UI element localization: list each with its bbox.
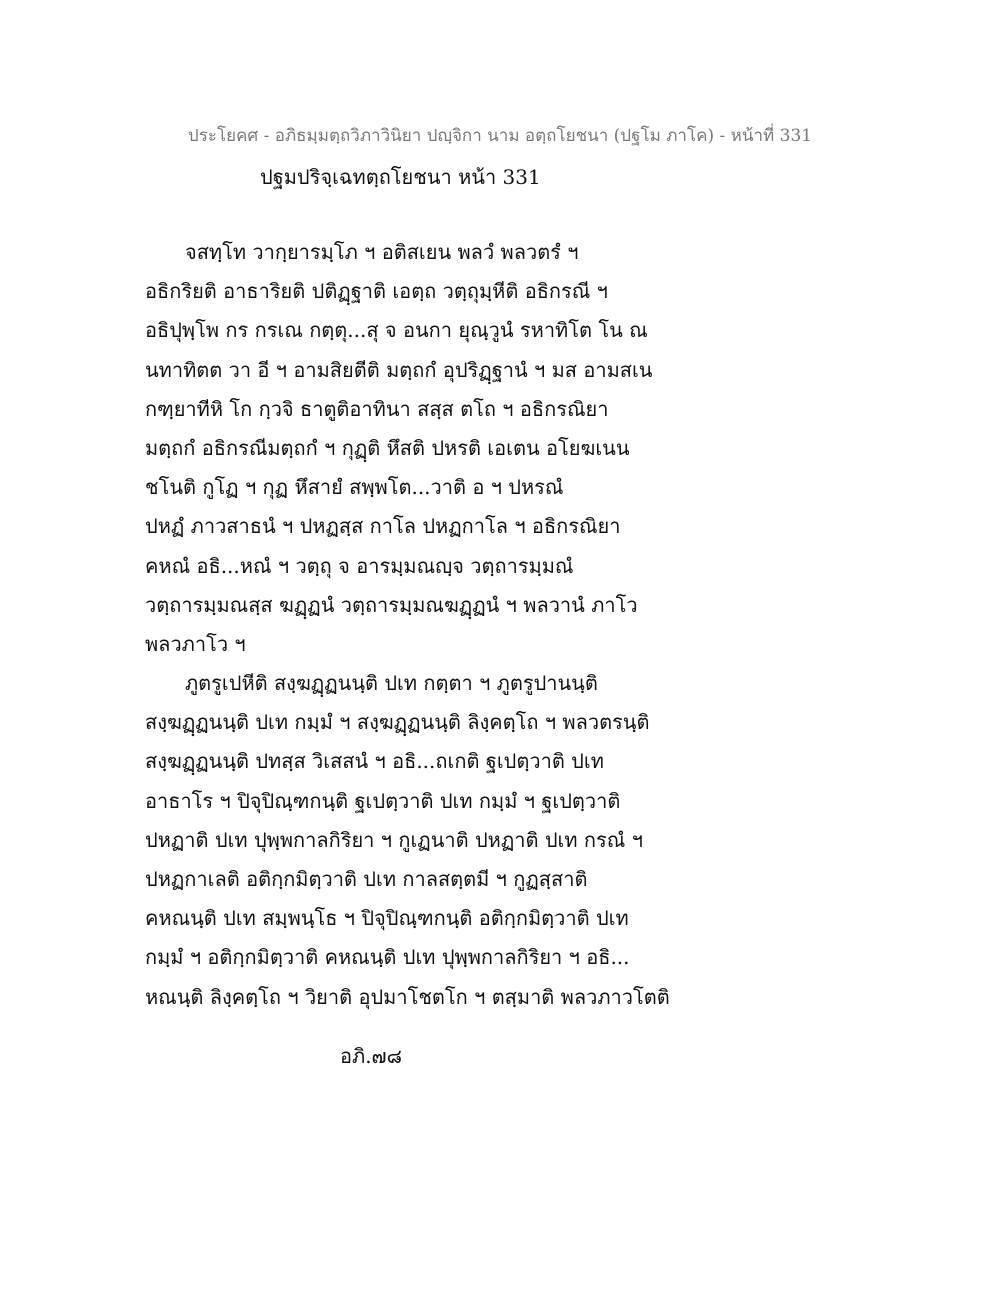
text-line: ปหฏํ ภาวสาธนํ ฯ ปหฏสฺส กาโล ปหฏกาโล ฯ อธิกรณิยา <box>145 514 621 539</box>
paragraph-2 <box>145 664 705 1017</box>
text-line: มตฺถกํ อธิกรณีมตฺถกํ ฯ กุฏฺติ หึสติ ปหรติ เอเตน อโยฆเนน <box>145 435 630 460</box>
text-line: จสทฺโท วากฺยารมฺโภ ฯ อติสเยน พลวํ พลวตรํ ฯ <box>185 240 579 264</box>
text-line: ชโนติ กูโฏ ฯ กุฏ หึสายํ สพฺพโต...วาติ อ ฯ ปหรณํ <box>145 475 564 500</box>
text-line: กมฺมํ ฯ อติกฺกมิตฺวาติ คหณนฺติ ปเท ปุพฺพกาลกิริยา ฯ อธิ... <box>145 945 630 970</box>
text-line: อธิปุพฺโพ กร กรเณ กตฺตุ...สุ จ อนกา ยุณฺวูนํ รหาทิโต โน ณ <box>145 318 648 343</box>
paragraph-1 <box>145 233 705 664</box>
section-title: ปฐมปริจฺเฉทตฺถโยชนา หน้า 331 <box>260 165 541 189</box>
body-text <box>145 233 705 1017</box>
text-line: วตฺถารมฺมณสฺส ฆฏฺฏนํ วตฺถารมฺมณฆฏฺฏนํ ฯ พลวานํ ภาโว <box>145 592 638 617</box>
text-line: อธิกริยติ อาธาริยติ ปติฏฺฐาติ เอตฺถ วตฺถุมฺหีติ อธิกรณี ฯ <box>145 279 608 304</box>
text-line: สงฺฆฏฺฏนนฺติ ปทสฺส วิเสสนํ ฯ อธิ...ถเกติ ฐเปตฺวาติ ปเท <box>145 749 604 774</box>
text-line: อาธาโร ฯ ปิจุปิณฺฑกนฺติ ฐเปตฺวาติ ปเท กมฺมํ ฯ ฐเปตฺวาติ <box>145 788 621 813</box>
text-line: คหณํ อธิ...หณํ ฯ วตฺถุ จ อารมฺมณญฺจ วตฺถารมฺมณํ <box>145 553 574 578</box>
text-line: ปหฏกาเลติ อติกฺกมิตฺวาติ ปเท กาลสตฺตมี ฯ กูฏสฺสาติ <box>145 867 588 891</box>
text-line: คหณนฺติ ปเท สมฺพนฺโธ ฯ ปิจุปิณฺฑกนฺติ อติกฺกมิตฺวาติ ปเท <box>145 906 629 931</box>
text-line: พลวภาโว ฯ <box>145 631 246 656</box>
text-line: สงฺฆฏฺฏนนฺติ ปเท กมฺมํ ฯ สงฺฆฏฺฏนนฺติ ลิงฺคตฺโถ ฯ พลวตรนฺติ <box>145 710 650 735</box>
text-line: ภูตรูเปหีติ สงฺฆฏฺฏนนฺติ ปเท กตฺตา ฯ ภูตรูปานนฺติ <box>185 671 598 696</box>
text-line: หณนฺติ ลิงฺคตฺโถ ฯ วิยาติ อุปมาโชตโก ฯ ตสฺมาติ พลวภาวโตติ <box>145 984 670 1009</box>
footer-page-mark: อภิ.๗๘ <box>340 1044 403 1068</box>
text-line: นทาทิตต วา อี ฯ อามสิยตีติ มตฺถกํ อุปริฏฺฐานํ ฯ มส อามสเน <box>145 357 653 382</box>
running-header: ประโยคศ - อภิธมฺมตฺถวิภาวินิยา ปญฺจิกา นาม อตฺถโยชนา (ปฐโม ภาโค) - หน้าที่ 331 <box>187 126 813 146</box>
text-line: ปหฏาติ ปเท ปุพฺพกาลกิริยา ฯ กูเฏนาติ ปหฏาติ ปเท กรณํ ฯ <box>145 827 643 852</box>
text-line: กฑฺยาทีหิ โก กฺวจิ ธาตูติอาทินา สสฺส ตโถ ฯ อธิกรณิยา <box>145 396 609 421</box>
